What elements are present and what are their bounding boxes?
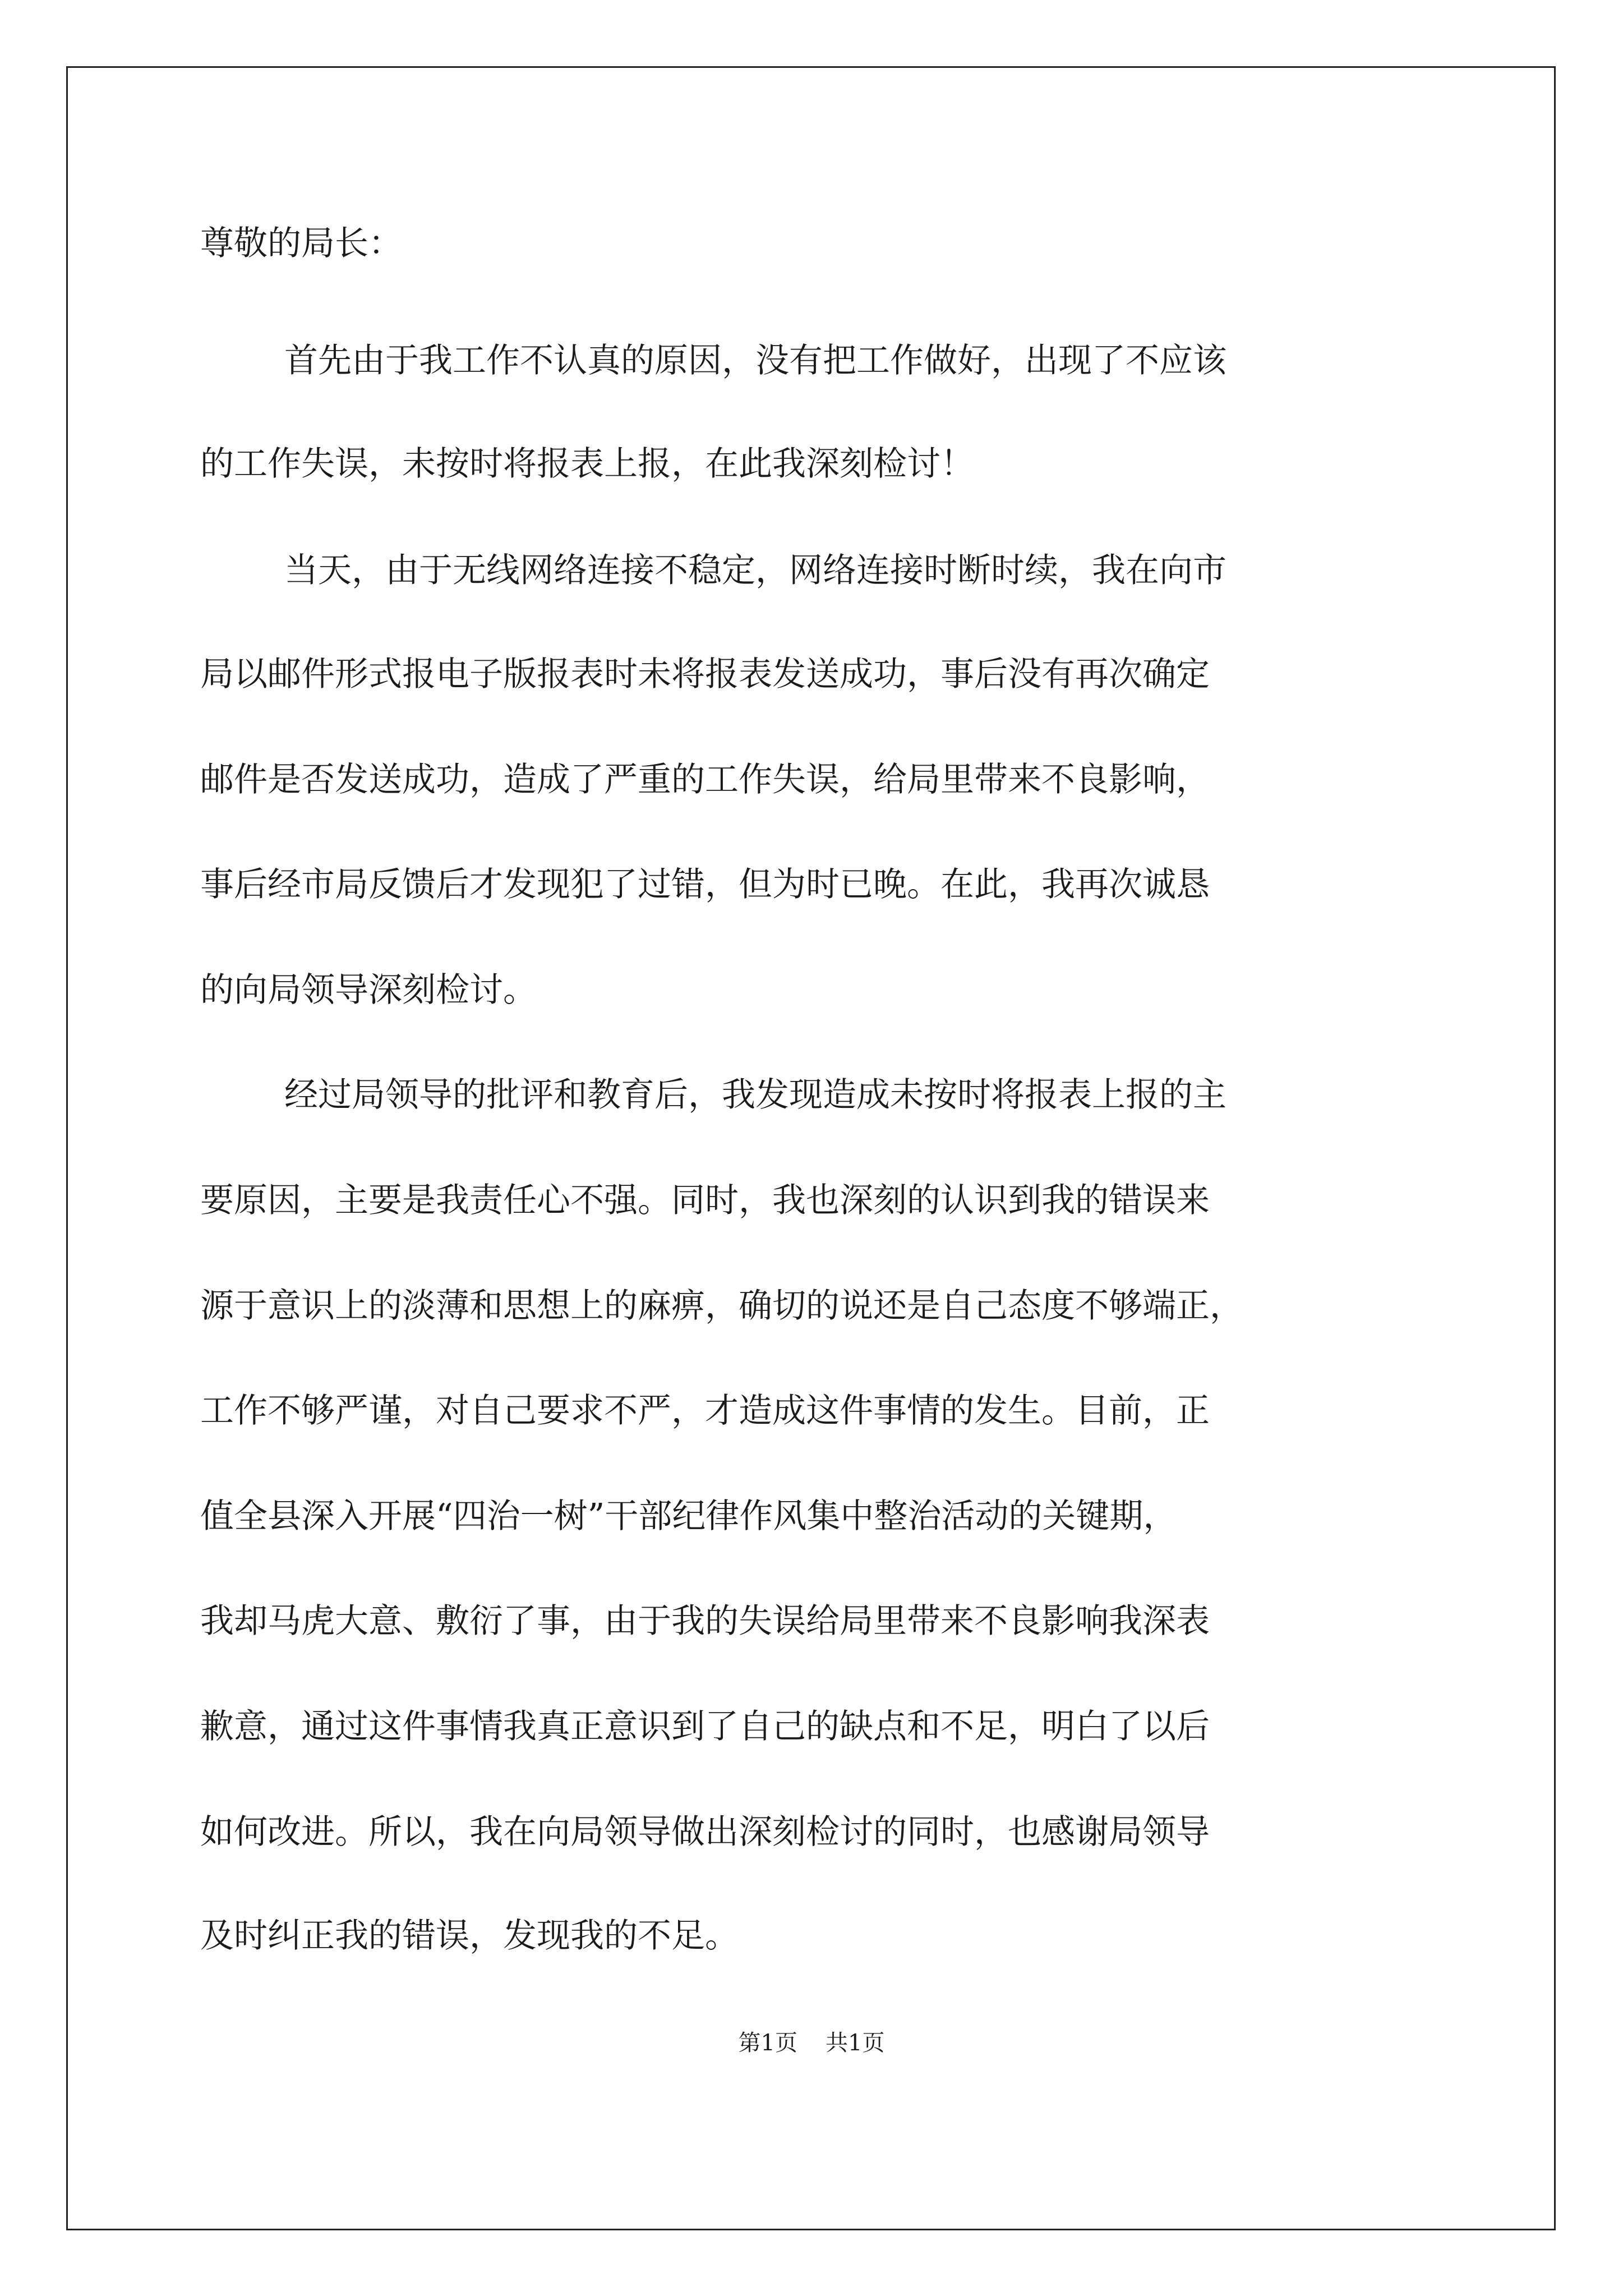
text-line: 要原因，主要是我责任心不强。同时，我也深刻的认识到我的错误来 — [200, 1181, 1210, 1220]
text-line: 的向局领导深刻检讨。 — [200, 970, 537, 1010]
text-line: 的工作失误，未按时将报表上报，在此我深刻检讨！ — [200, 444, 974, 484]
text-line: 工作不够严谨，对自己要求不严，才造成这件事情的发生。目前，正 — [200, 1391, 1210, 1430]
text-line: 如何改进。所以，我在向局领导做出深刻检讨的同时，也感谢局领导 — [200, 1812, 1210, 1852]
page-footer — [0, 2032, 1623, 2054]
text-line: 当天，由于无线网络连接不稳定，网络连接时断时续，我在向市 — [284, 551, 1227, 590]
text-line: 首先由于我工作不认真的原因，没有把工作做好，出现了不应该 — [284, 341, 1227, 380]
page-frame — [66, 66, 1556, 2230]
text-line: 源于意识上的淡薄和思想上的麻痹，确切的说还是自己态度不够端正， — [200, 1286, 1243, 1326]
page-total: 共1页 — [826, 2030, 885, 2056]
page-number: 第1页 — [738, 2030, 797, 2056]
text-line: 歉意，通过这件事情我真正意识到了自己的缺点和不足，明白了以后 — [200, 1707, 1210, 1746]
text-line: 我却马虎大意、敷衍了事，由于我的失误给局里带来不良影响我深表 — [200, 1602, 1210, 1641]
text-line: 值全县深入开展“四治一树”干部纪律作风集中整治活动的关键期， — [200, 1497, 1177, 1536]
text-line: 经过局领导的批评和教育后，我发现造成未按时将报表上报的主 — [284, 1075, 1227, 1115]
text-line: 邮件是否发送成功，造成了严重的工作失误，给局里带来不良影响， — [200, 760, 1210, 799]
text-line: 及时纠正我的错误，发现我的不足。 — [200, 1916, 739, 1955]
text-line: 事后经市局反馈后才发现犯了过错，但为时已晚。在此，我再次诚恳 — [200, 865, 1210, 904]
salutation: 尊敬的局长： — [200, 224, 402, 263]
text-line: 局以邮件形式报电子版报表时未将报表发送成功，事后没有再次确定 — [200, 655, 1210, 694]
